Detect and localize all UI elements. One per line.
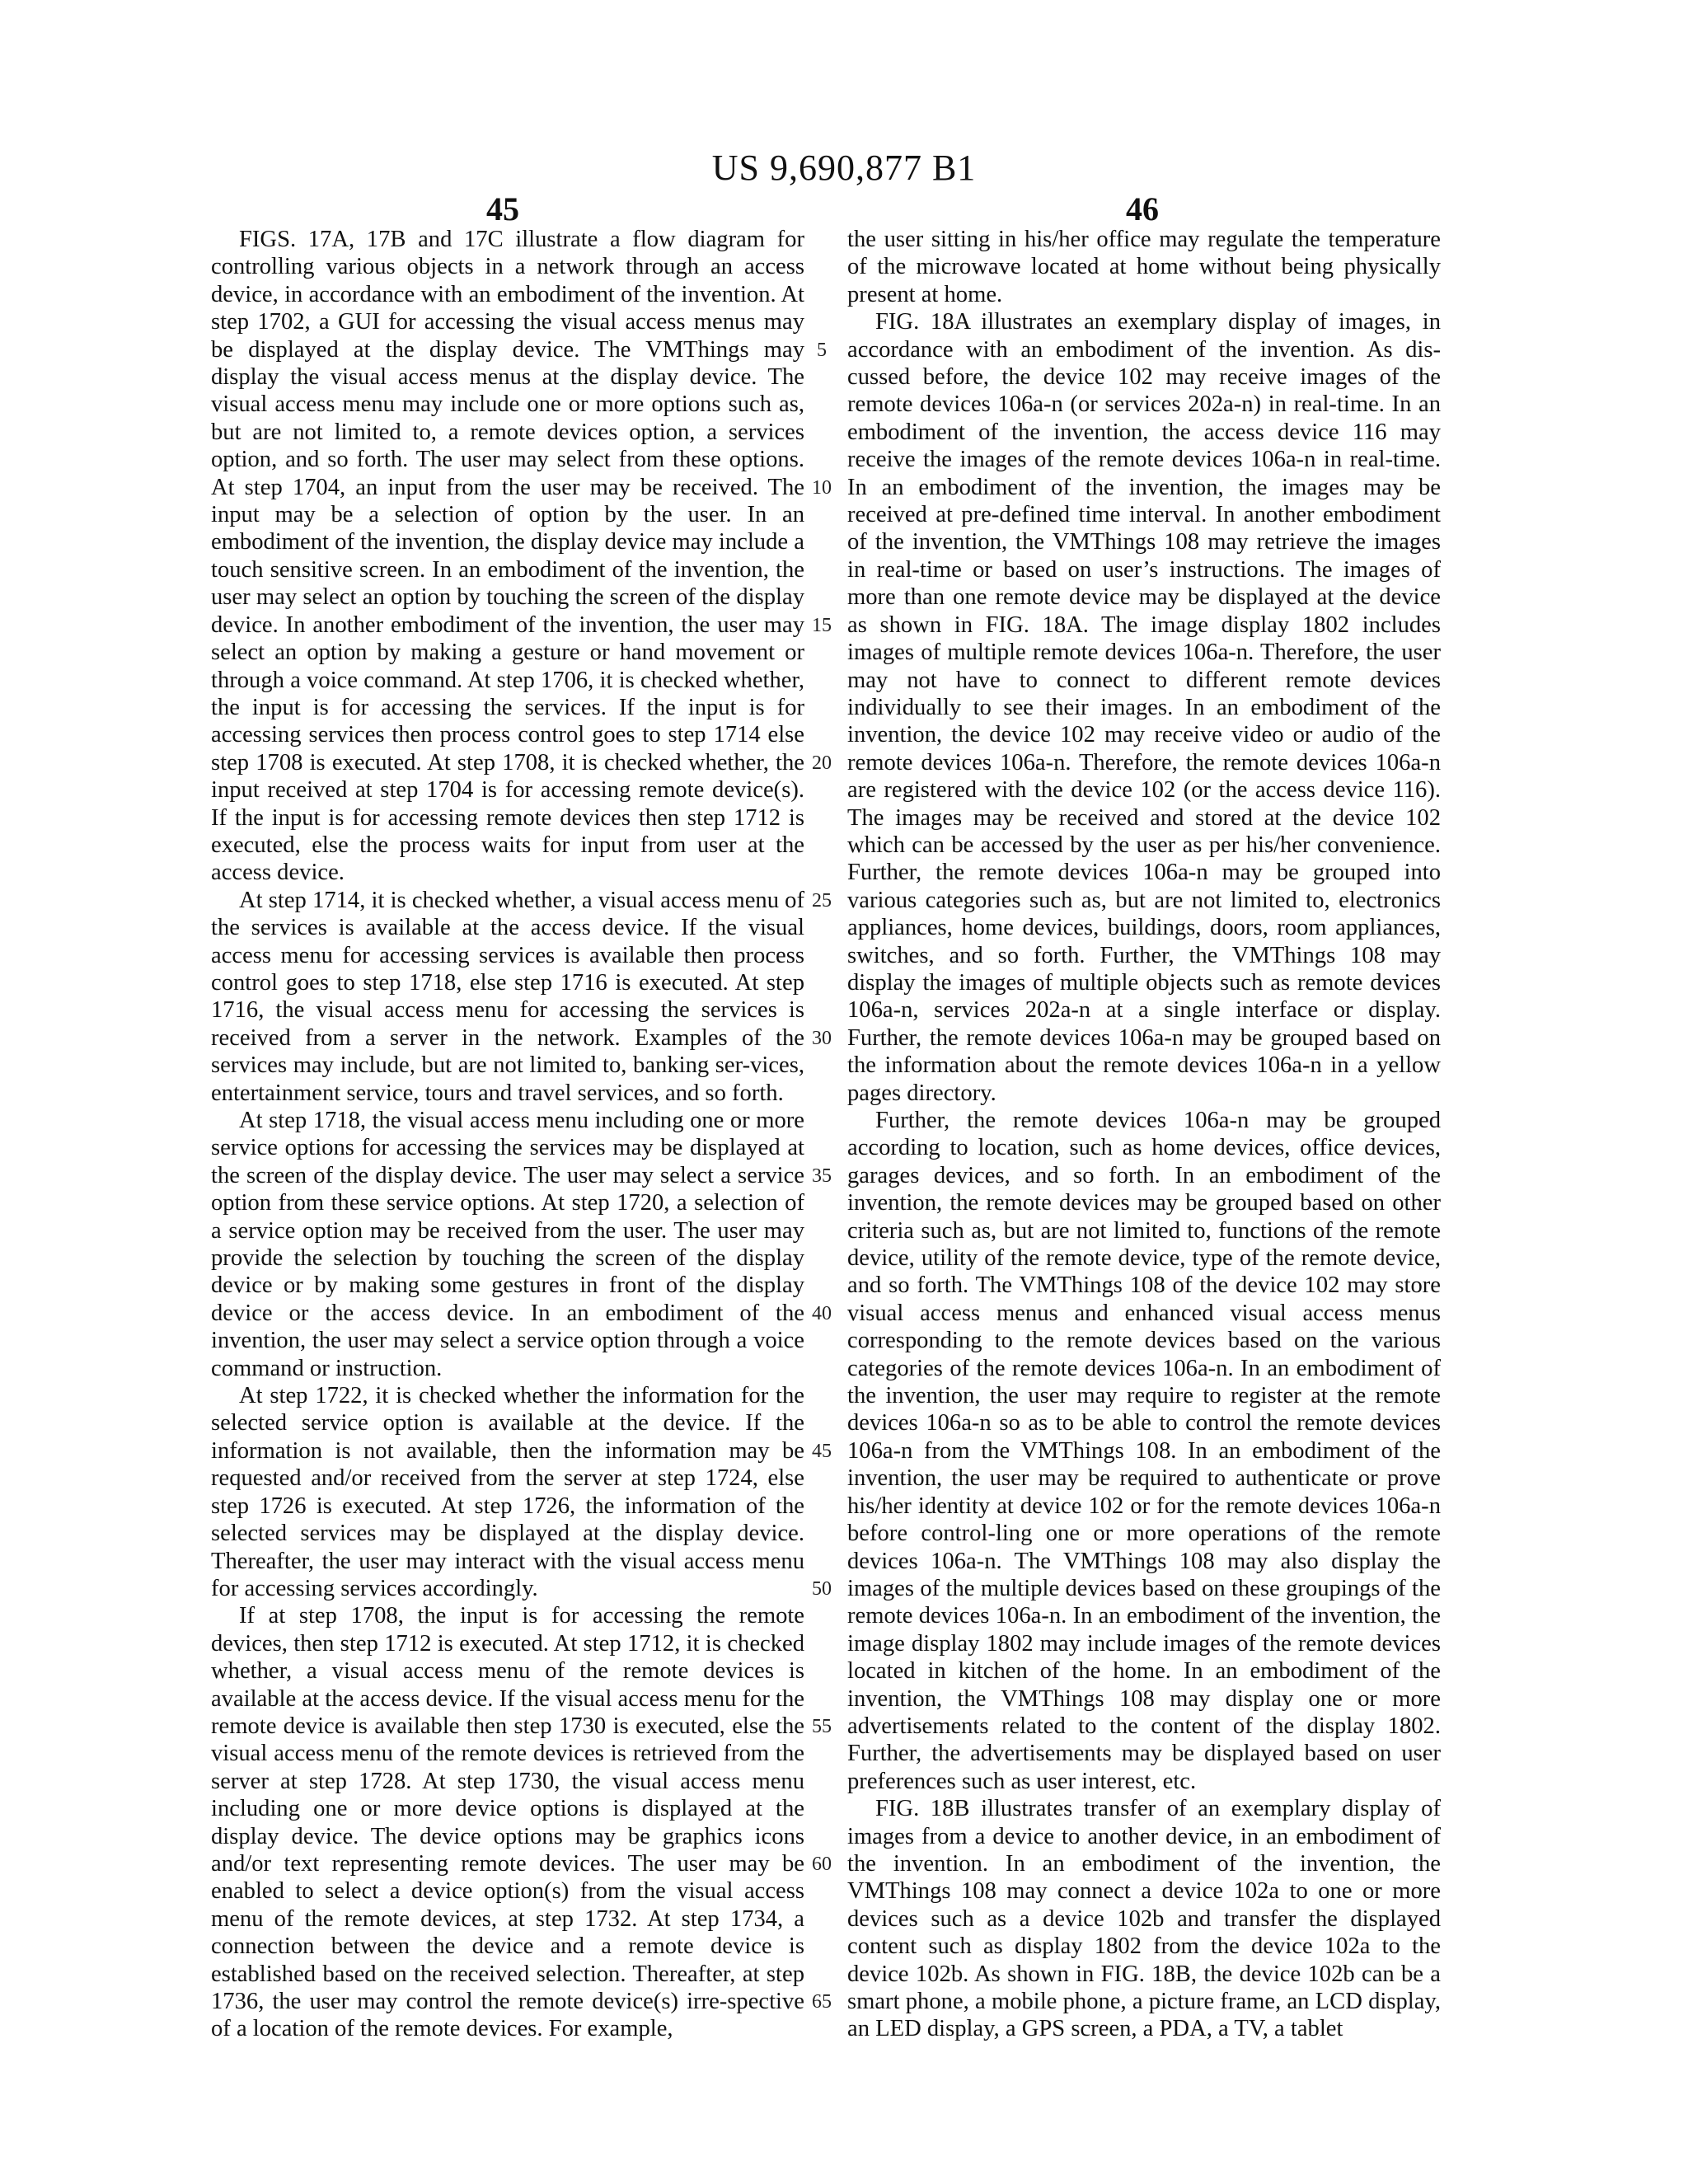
- line-number: 15: [812, 615, 832, 636]
- right-column: [847, 226, 1441, 2043]
- line-number: 25: [812, 890, 832, 912]
- line-number: 20: [812, 752, 832, 774]
- line-number: 30: [812, 1028, 832, 1049]
- page-number-right: 46: [1126, 190, 1159, 227]
- paragraph: FIG. 18A illustrates an exemplary display of images, in accordance with an embodiment of the invention. As dis-cussed before, the device 102 may receive images of the remote devices 106a-n (or services 202a-n) in real-time. In an embodiment of the invention, the access device 116 may receive the images of the remote devices 106a-n in real-time. In an embodiment of the invention, the images may be received at pre-defined time interval. In another embodiment of the invention, the VMThings 108 may retrieve the images in real-time or based on user’s instructions. The images of more than one remote device may be displayed at the device as shown in FIG. 18A. The image display 1802 includes images of multiple remote devices 106a-n. Therefore, the user may not have to connect to different remote devices individually to see their images. In an embodiment of the invention, the device 102 may receive video or audio of the remote devices 106a-n. Therefore, the remote devices 106a-n are registered with the device 102 (or the access device 116). The images may be received and stored at the device 102 which can be accessed by the user as per his/her convenience. Further, the remote devices 106a-n may be grouped into various categories such as, but are not limited to, electronics appliances, home devices, buildings, doors, room appliances, switches, and so forth. Further, the VMThings 108 may display the images of multiple objects such as remote devices 106a-n, services 202a-n at a single interface or display. Further, the remote devices 106a-n may be grouped based on the information about the remote devices 106a-n in a yellow pages directory.: [847, 309, 1441, 1106]
- page-number-left: 45: [486, 190, 519, 227]
- line-number: 65: [812, 1991, 832, 2013]
- line-number: 10: [812, 477, 832, 499]
- paragraph: the user sitting in his/her office may regulate the temperature of the microwave located at home without being physically present at home.: [847, 227, 1441, 307]
- paragraph: At step 1718, the visual access menu including one or more service options for accessing the services may be displayed at the screen of the display device. The user may select a service option from these service options. At step 1720, a selection of a service option may be received from the user. The user may provide the selection by touching the screen of the display device or by making some gestures in front of the display device or the access device. In an embodiment of the invention, the user may select a service option through a voice command or instruction.: [211, 1108, 804, 1381]
- paragraph: FIGS. 17A, 17B and 17C illustrate a flow diagram for controlling various objects in a network through an access device, in accordance with an embodiment of the invention. At step 1702, a GUI for accessing the visual access menus may be displayed at the display device. The VMThings may display the visual access menus at the display device. The visual access menu may include one or more options such as, but are not limited to, a remote devices option, a services option, and so forth. The user may select from these options. At step 1704, an input from the user may be received. The input may be a selection of option by the user. In an embodiment of the invention, the display device may include a touch sensitive screen. In an embodiment of the invention, the user may select an option by touching the screen of the display device. In another embodiment of the invention, the user may select an option by making a gesture or hand movement or through a voice command. At step 1706, it is checked whether, the input is for accessing the services. If the input is for accessing services then process control goes to step 1714 else step 1708 is executed. At step 1708, it is checked whether, the input received at step 1704 is for accessing remote device(s). If the input is for accessing remote devices then step 1712 is executed, else the process waits for input from user at the access device.: [211, 227, 804, 886]
- patent-number: US 9,690,877 B1: [711, 148, 977, 188]
- paragraph: At step 1722, it is checked whether the information for the selected service option is available at the device. If the information is not available, then the information may be requested and/or received from the server at step 1724, else step 1726 is executed. At step 1726, the information of the selected services may be displayed at the display device. Thereafter, the user may interact with the visual access menu for accessing services accordingly.: [211, 1383, 804, 1601]
- line-number: 60: [812, 1854, 832, 1875]
- line-number: 35: [812, 1165, 832, 1187]
- line-number: 5: [817, 340, 827, 361]
- line-number: 40: [812, 1303, 832, 1324]
- line-number: 45: [812, 1441, 832, 1462]
- paragraph: FIG. 18B illustrates transfer of an exemplary display of images from a device to another device, in an embodiment of the invention. In an embodiment of the invention, the VMThings 108 may connect a device 102a to one or more devices such as a device 102b and transfer the displayed content such as display 1802 from the device 102a to the device 102b. As shown in FIG. 18B, the device 102b can be a smart phone, a mobile phone, a picture frame, an LCD display, an LED display, a GPS screen, a PDA, a TV, a tablet: [847, 1796, 1441, 2042]
- left-column: [211, 226, 804, 2043]
- paragraph: If at step 1708, the input is for accessing the remote devices, then step 1712 is executed. At step 1712, it is checked whether, a visual access menu of the remote devices is available at the access device. If the visual access menu for the remote device is available then step 1730 is executed, else the visual access menu of the remote devices is retrieved from the server at step 1728. At step 1730, the visual access menu including one or more device options is displayed at the display device. The device options may be graphics icons and/or text representing remote devices. The user may be enabled to select a device option(s) from the visual access menu of the remote devices, at step 1732. At step 1734, a connection between the device and a remote device is established based on the received selection. Thereafter, at step 1736, the user may control the remote device(s) irre-spective of a location of the remote devices. For example,: [211, 1603, 804, 2042]
- paragraph: At step 1714, it is checked whether, a visual access menu of the services is available at the access device. If the visual access menu for accessing services is available then process control goes to step 1718, else step 1716 is executed. At step 1716, the visual access menu for accessing the services is received from a server in the network. Examples of the services may include, but are not limited to, banking ser-vices, entertainment service, tours and travel services, and so forth.: [211, 887, 804, 1106]
- paragraph: Further, the remote devices 106a-n may be grouped according to location, such as home devices, office devices, garages devices, and so forth. In an embodiment of the invention, the remote devices may be grouped based on other criteria such as, but are not limited to, functions of the remote device, utility of the remote device, type of the remote device, and so forth. The VMThings 108 of the device 102 may store visual access menus and enhanced visual access menus corresponding to the remote devices based on the various categories of the remote devices 106a-n. In an embodiment of the invention, the user may require to register at the remote devices 106a-n so as to be able to control the remote devices 106a-n from the VMThings 108. In an embodiment of the invention, the user may be required to authenticate or prove his/her identity at device 102 or for the remote devices 106a-n before control-ling one or more operations of the remote devices 106a-n. The VMThings 108 may also display the images of the multiple devices based on these groupings of the remote devices 106a-n. In an embodiment of the invention, the image display 1802 may include images of the remote devices located in kitchen of the home. In an embodiment of the invention, the VMThings 108 may display one or more advertisements related to the content of the display 1802. Further, the advertisements may be displayed based on user preferences such as user interest, etc.: [847, 1108, 1441, 1794]
- line-number: 55: [812, 1716, 832, 1737]
- line-number: 50: [812, 1578, 832, 1600]
